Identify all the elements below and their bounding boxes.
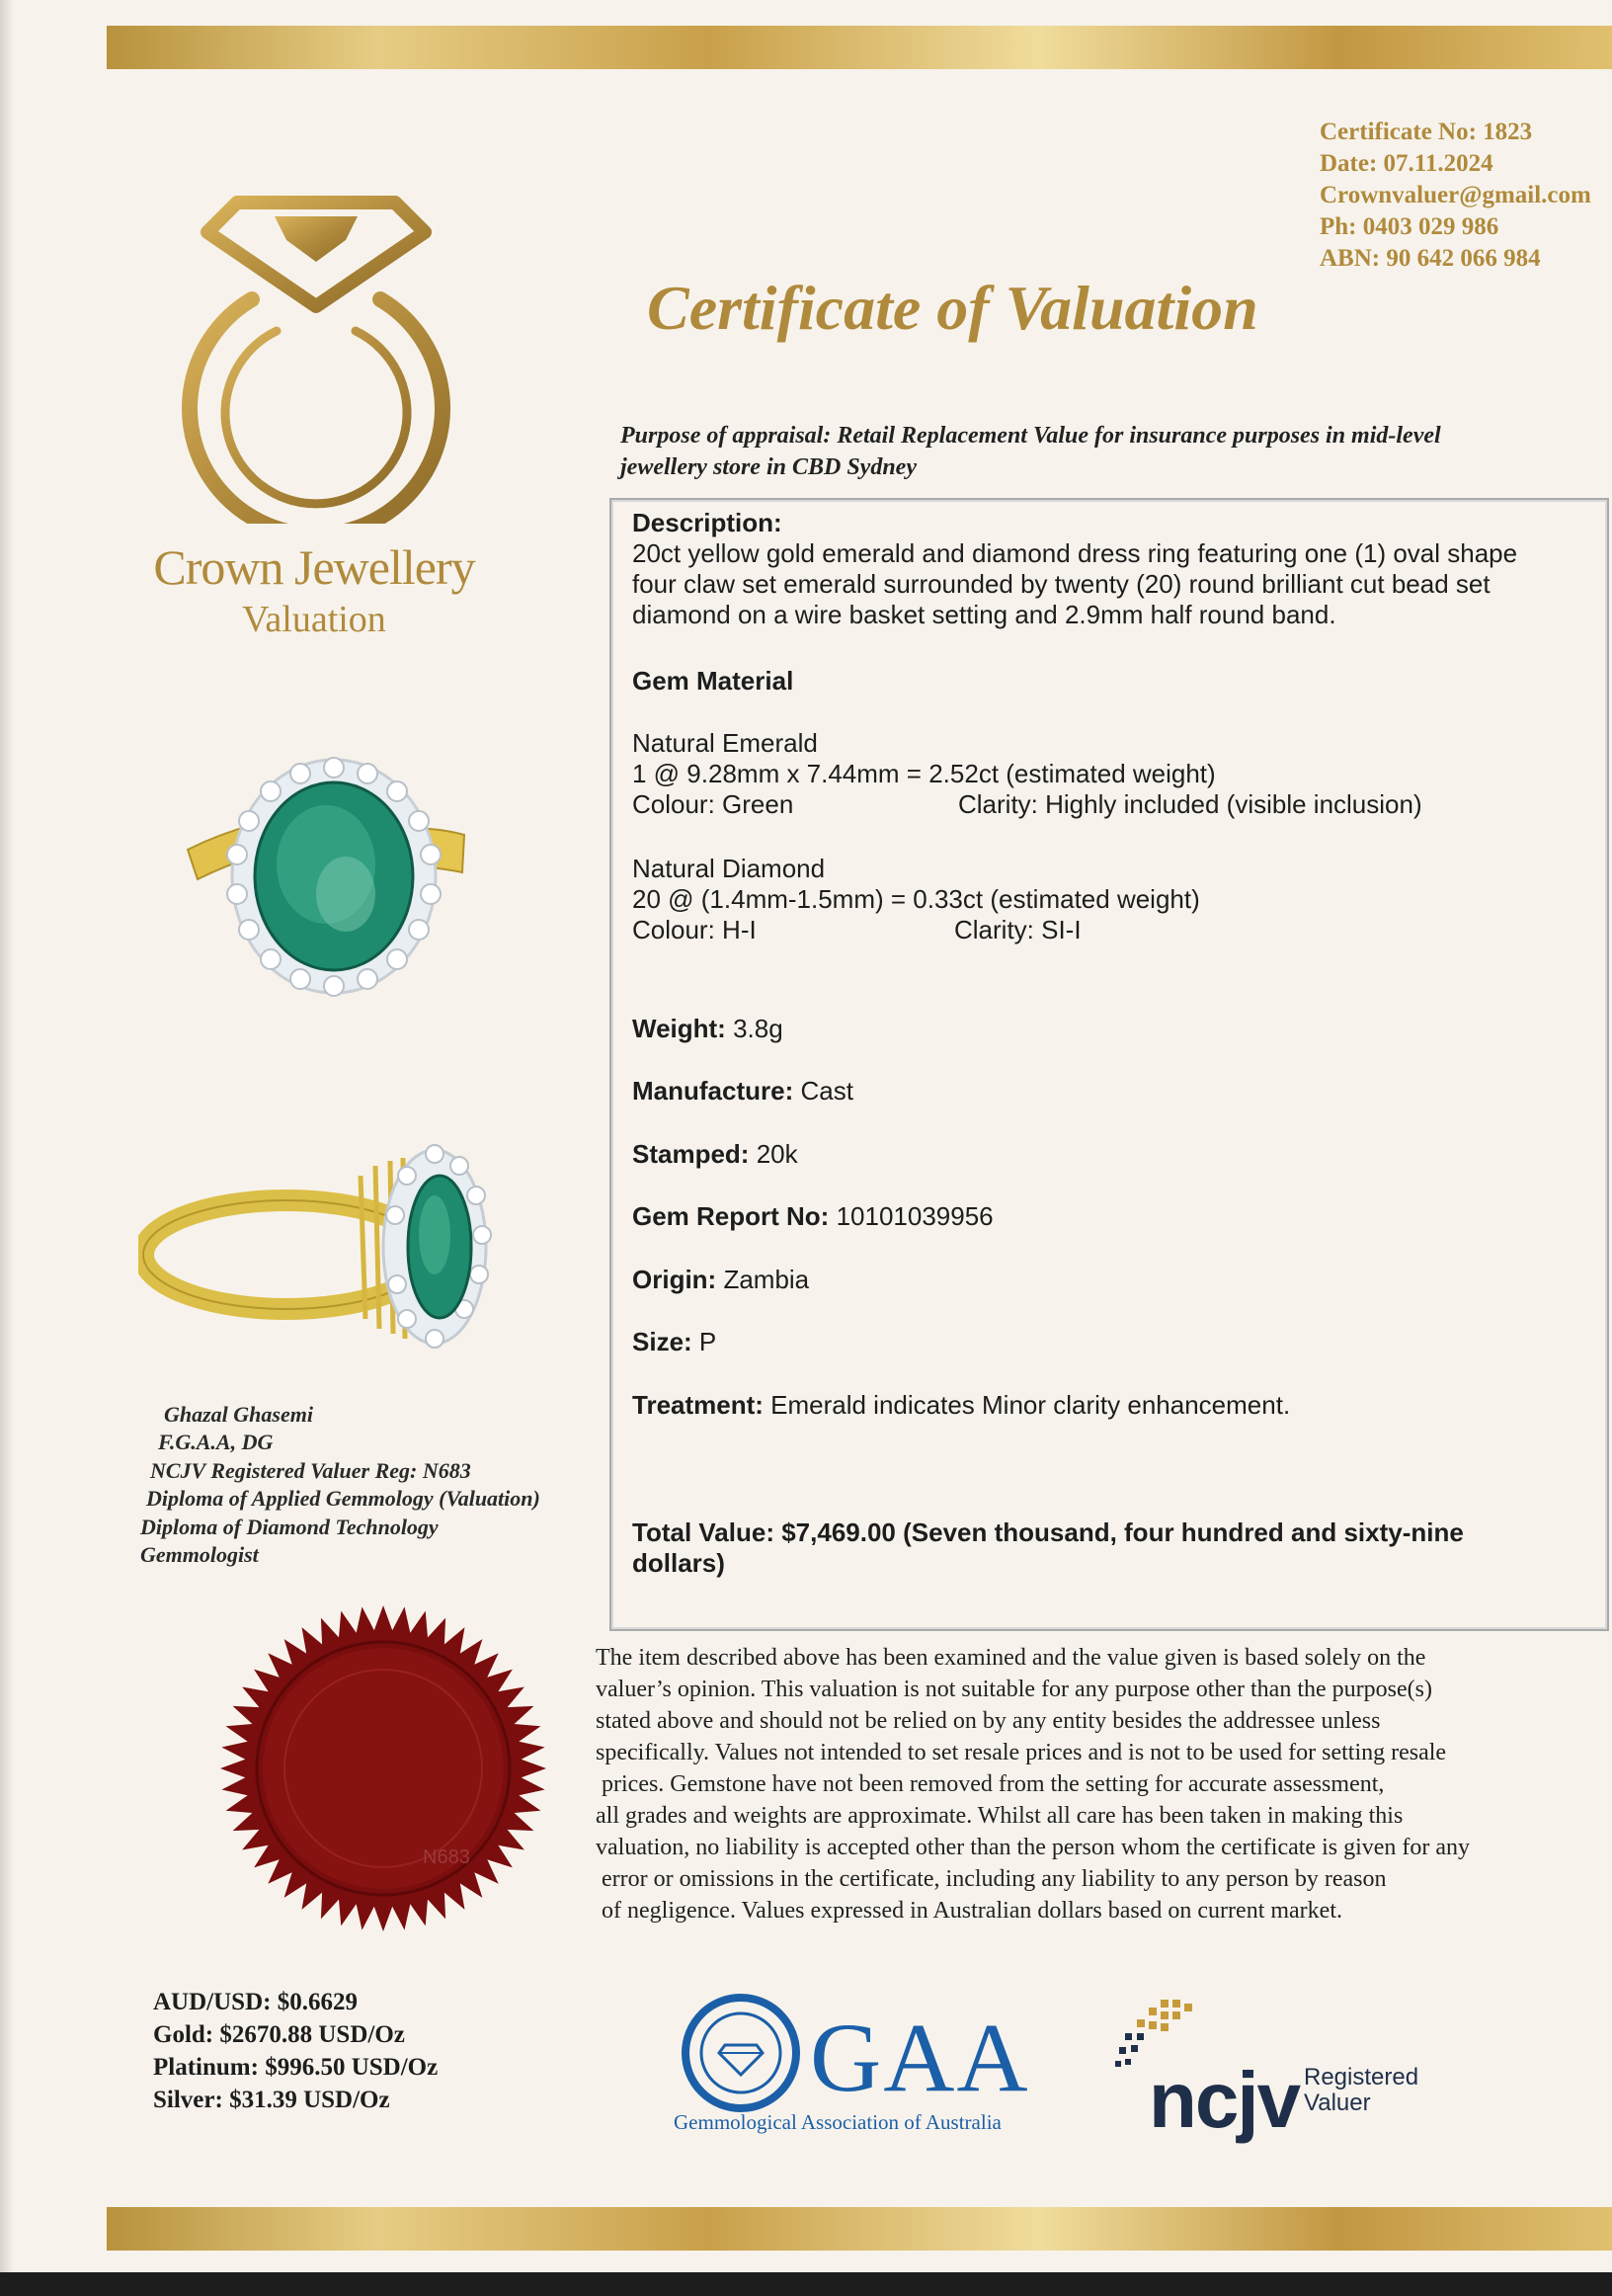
certificate-title: Certificate of Valuation (647, 273, 1258, 343)
field-label: Gem Report No: (632, 1201, 830, 1231)
field-origin (632, 1265, 809, 1295)
valuer-diploma: Diploma of Diamond Technology (140, 1515, 439, 1539)
description-line: 20ct yellow gold emerald and diamond dress ring featuring one (1) oval shape (632, 538, 1518, 568)
abn-number: ABN: 90 642 066 984 (1320, 245, 1541, 272)
gaa-logo-text: GAA (810, 2003, 1030, 2112)
field-label: Weight: (632, 1014, 726, 1043)
rate-aud-usd: AUD/USD: $0.6629 (153, 1989, 358, 2015)
field-value: 20k (749, 1139, 798, 1169)
wax-seal-icon (215, 1600, 551, 1936)
field-value: 3.8g (725, 1014, 783, 1043)
scan-edge (0, 0, 14, 2272)
field-value: 10101039956 (829, 1201, 994, 1231)
ring-side-view-image (138, 1136, 494, 1349)
field-label: Treatment: (632, 1390, 764, 1420)
valuer-credential: F.G.A.A, DG (158, 1430, 274, 1454)
disclaimer-line: prices. Gemstone have not been removed from the setting for accurate assessment, (602, 1771, 1385, 1797)
field-stamped (632, 1139, 798, 1170)
gaa-logo-subtitle: Gemmological Association of Australia (674, 2110, 1002, 2134)
field-value: Zambia (716, 1265, 810, 1294)
ncjv-sub-line: Registered (1304, 2064, 1419, 2091)
field-label: Origin: (632, 1265, 717, 1294)
field-value: P (691, 1327, 717, 1356)
certificate-number: Certificate No: 1823 (1320, 119, 1533, 145)
description-line: four claw set emerald surrounded by twenty (20) round brilliant cut bead set (632, 569, 1491, 599)
valuer-title: Gemmologist (140, 1542, 259, 1567)
rate-platinum: Platinum: $996.50 USD/Oz (153, 2054, 439, 2081)
diamond-colour: Colour: H-I (632, 915, 757, 944)
gem-material-label: Gem Material (632, 666, 794, 696)
diamond-name: Natural Diamond (632, 854, 826, 883)
field-manufacture (632, 1076, 853, 1107)
field-label: Stamped: (632, 1139, 750, 1169)
disclaimer-line: stated above and should not be relied on by any entity besides the addressee unless (596, 1708, 1381, 1734)
top-gold-border (107, 26, 1612, 69)
field-treatment (632, 1390, 1290, 1421)
disclaimer-line: specifically. Values not intended to set resale prices and is not to be used for setting resale (596, 1740, 1447, 1765)
certificate-date: Date: 07.11.2024 (1320, 150, 1493, 177)
seal-reg-text: N683 (423, 1846, 470, 1868)
disclaimer-line: The item described above has been examined and the value given is based solely on the (596, 1645, 1426, 1671)
description-line: diamond on a wire basket setting and 2.9mm half round band. (632, 600, 1336, 629)
total-value (632, 1517, 1464, 1579)
ncjv-logo-subtitle (1304, 2065, 1418, 2116)
metal-rates (153, 1986, 438, 2116)
disclaimer-line: error or omissions in the certificate, including any liability to any person by reason (602, 1866, 1387, 1892)
field-label: Manufacture: (632, 1076, 794, 1106)
scan-dark-strip (0, 2272, 1612, 2296)
diamond-clarity: Clarity: SI-I (954, 915, 1082, 944)
contact-phone: Ph: 0403 029 986 (1320, 213, 1499, 240)
disclaimer (596, 1642, 1608, 1927)
brand-name: Crown Jewellery (153, 539, 475, 595)
purpose-line: Purpose of appraisal: Retail Replacement Value for insurance purposes in mid-level (620, 423, 1441, 449)
rate-silver: Silver: $31.39 USD/Oz (153, 2087, 390, 2113)
description-label: Description: (632, 508, 782, 537)
ncjv-sub-line: Valuer (1304, 2090, 1371, 2116)
emerald-colour: Colour: Green (632, 789, 794, 819)
disclaimer-line: all grades and weights are approximate. Whilst all care has been taken in making this (596, 1803, 1404, 1829)
valuer-name: Ghazal Ghasemi (164, 1402, 313, 1427)
field-gem-report (632, 1201, 994, 1232)
rate-gold: Gold: $2670.88 USD/Oz (153, 2021, 405, 2048)
brand-subtitle: Valuation (242, 599, 386, 640)
diamond-section (632, 854, 1580, 945)
bottom-gold-border (107, 2207, 1612, 2251)
emerald-clarity: Clarity: Highly included (visible inclusion) (958, 789, 1422, 819)
total-value-line: dollars) (632, 1548, 725, 1578)
certificate-meta (1320, 117, 1591, 275)
field-value: Emerald indicates Minor clarity enhancement. (763, 1390, 1291, 1420)
emerald-measure: 1 @ 9.28mm x 7.44mm = 2.52ct (estimated weight) (632, 759, 1216, 788)
diamond-measure: 20 @ (1.4mm-1.5mm) = 0.33ct (estimated weight) (632, 884, 1200, 914)
total-value-line: Total Value: $7,469.00 (Seven thousand, four hundred and sixty-nine (632, 1517, 1464, 1547)
field-weight (632, 1014, 783, 1044)
purpose-line: jewellery store in CBD Sydney (620, 454, 917, 480)
ncjv-logo-text: ncjv (1149, 2056, 1300, 2144)
field-label: Size: (632, 1327, 692, 1356)
field-value: Cast (793, 1076, 853, 1106)
emerald-section (632, 728, 1580, 820)
disclaimer-line: of negligence. Values expressed in Australian dollars based on current market. (602, 1898, 1342, 1924)
valuer-diploma: Diploma of Applied Gemmology (Valuation) (146, 1486, 540, 1511)
emerald-name: Natural Emerald (632, 728, 818, 758)
valuer-registration: NCJV Registered Valuer Reg: N683 (150, 1458, 471, 1483)
ring-top-view-image (178, 756, 474, 1008)
field-size (632, 1327, 716, 1357)
crown-ring-logo-icon (158, 183, 474, 524)
purpose-of-appraisal (620, 420, 1588, 483)
disclaimer-line: valuer’s opinion. This valuation is not suitable for any purpose other than the purpose(s) (596, 1677, 1432, 1702)
description-section (632, 508, 1517, 630)
contact-email: Crownvaluer@gmail.com (1320, 182, 1591, 208)
disclaimer-line: valuation, no liability is accepted other than the person whom the certificate is given for any (596, 1835, 1471, 1860)
gaa-emblem-icon (682, 1994, 800, 2112)
